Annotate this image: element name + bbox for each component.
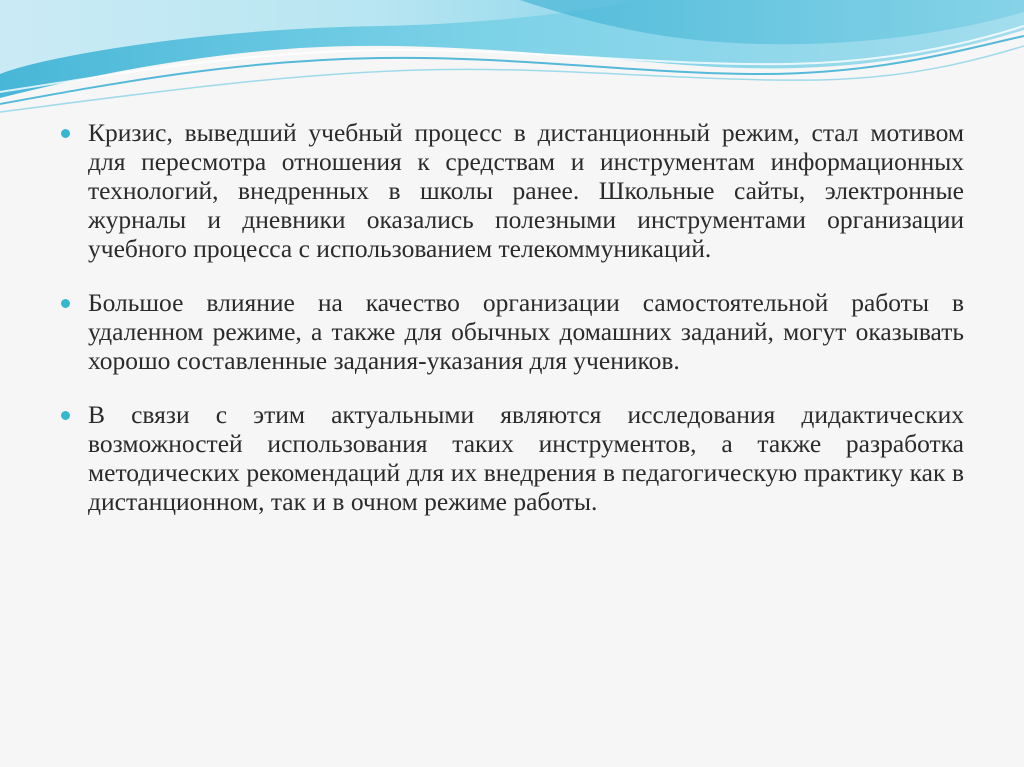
bullet-text: В связи с этим актуальными являются исследования дидактических возможностей использования таких инструментов, а также разработка методических рекомендаций для их внедрения в педагогическую практику как в дистанционном, так и в очном режиме работы. [88, 400, 964, 516]
bullet-item [60, 400, 964, 516]
bullet-text: Большое влияние на качество организации самостоятельной работы в удаленном режиме, а также для обычных домашних заданий, могут оказывать хорошо составленные задания-указания для учеников. [88, 288, 964, 375]
bullet-text: Кризис, выведший учебный процесс в дистанционный режим, стал мотивом для пересмотра отношения к средствам и инструментам информационных технологий, внедренных в школы ранее. Школьные сайты, электронные журналы и дневники оказались полезными инструментами организации учебного процесса с использованием телекоммуникаций. [88, 118, 964, 263]
bullet-item [60, 118, 964, 263]
bullet-dot-icon [61, 129, 70, 138]
bullet-list [60, 118, 964, 516]
header-wave-decoration [0, 0, 1024, 120]
bullet-dot-icon [61, 411, 70, 420]
bullet-item [60, 288, 964, 375]
bullet-dot-icon [61, 299, 70, 308]
